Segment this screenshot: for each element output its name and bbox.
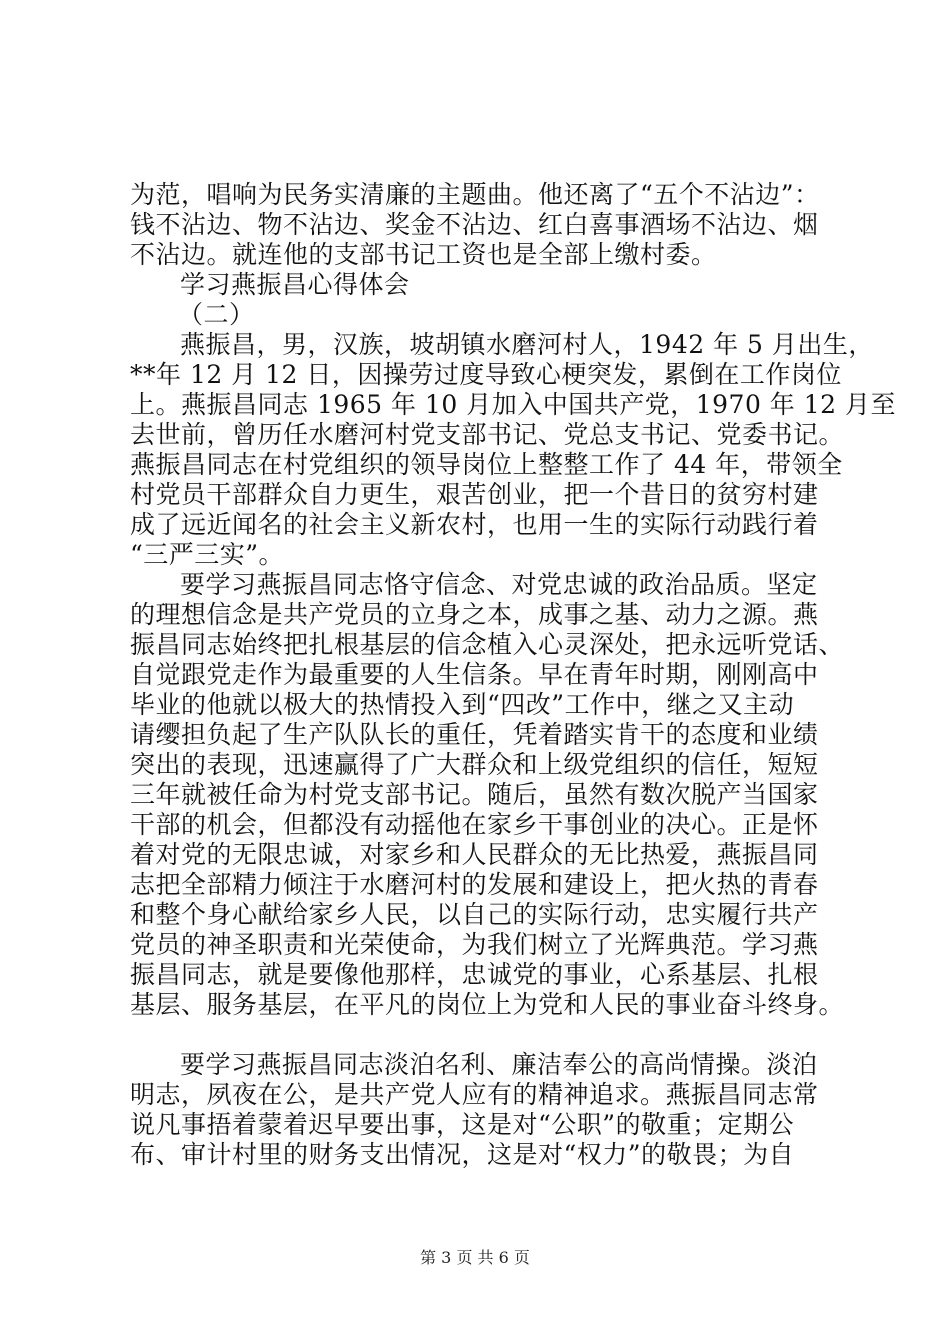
text-line: 布、审计村里的财务支出情况，这是对“权力”的敬畏；为自 <box>130 1140 795 1169</box>
text-line: 燕振昌同志在村党组织的领导岗位上整整工作了 44 年，带领全 <box>130 450 843 479</box>
text-line: 明志，夙夜在公，是共产党人应有的精神追求。燕振昌同志常 <box>130 1080 819 1109</box>
document-body <box>130 180 896 1170</box>
text-line: 上。燕振昌同志 1965 年 10 月加入中国共产党，1970 年 12 月至 <box>130 390 896 419</box>
text-line: 自觉跟党走作为最重要的人生信条。早在青年时期，刚刚高中 <box>130 660 819 689</box>
text-line: “三严三实”。 <box>130 540 285 569</box>
paragraph-start-line: 要学习燕振昌同志恪守信念、对党忠诚的政治品质。坚定 <box>180 570 818 599</box>
page-number-footer: 第 3 页 共 6 页 <box>420 1248 530 1267</box>
paragraph-start-line: 要学习燕振昌同志淡泊名利、廉洁奉公的高尚情操。淡泊 <box>180 1050 818 1079</box>
blank-line <box>130 1020 850 1050</box>
text-line: 钱不沾边、物不沾边、奖金不沾边、红白喜事酒场不沾边、烟 <box>130 210 819 239</box>
text-line: 振昌同志，就是要像他那样，忠诚党的事业，心系基层、扎根 <box>130 960 819 989</box>
text-line: 干部的机会，但都没有动摇他在家乡干事创业的决心。正是怀 <box>130 810 819 839</box>
text-line: 党员的神圣职责和光荣使命，为我们树立了光辉典范。学习燕 <box>130 930 819 959</box>
text-line: 成了远近闻名的社会主义新农村，也用一生的实际行动践行着 <box>130 510 819 539</box>
text-line: 的理想信念是共产党员的立身之本，成事之基、动力之源。燕 <box>130 600 819 629</box>
text-line: 突出的表现，迅速赢得了广大群众和上级党组织的信任，短短 <box>130 750 819 779</box>
text-line: 村党员干部群众自力更生，艰苦创业，把一个昔日的贫穷村建 <box>130 480 819 509</box>
text-line: 和整个身心献给家乡人民，以自己的实际行动，忠实履行共产 <box>130 900 819 929</box>
text-line: 毕业的他就以极大的热情投入到“四改”工作中，继之又主动 <box>130 690 795 719</box>
text-line: 振昌同志始终把扎根基层的信念植入心灵深处，把永远听党话、 <box>130 630 845 659</box>
paragraph-start-line: 燕振昌，男，汉族，坡胡镇水磨河村人，1942 年 5 月出生， <box>180 330 874 359</box>
section-subheading: （二） <box>178 300 255 329</box>
text-line: 着对党的无限忠诚，对家乡和人民群众的无比热爱，燕振昌同 <box>130 840 819 869</box>
text-line: 三年就被任命为村党支部书记。随后，虽然有数次脱产当国家 <box>130 780 819 809</box>
text-line: 去世前，曾历任水磨河村党支部书记、党总支书记、党委书记。 <box>130 420 845 449</box>
text-line: 说凡事捂着蒙着迟早要出事，这是对“公职”的敬重；定期公 <box>130 1110 795 1139</box>
text-line: 不沾边。就连他的支部书记工资也是全部上缴村委。 <box>130 240 717 269</box>
text-line: 为范，唱响为民务实清廉的主题曲。他还离了“五个不沾边”： <box>130 180 820 209</box>
text-line: 志把全部精力倾注于水磨河村的发展和建设上，把火热的青春 <box>130 870 819 899</box>
text-line: 请缨担负起了生产队队长的重任，凭着踏实肯干的态度和业绩 <box>130 720 819 749</box>
section-heading: 学习燕振昌心得体会 <box>180 270 410 299</box>
text-line: 基层、服务基层，在平凡的岗位上为党和人民的事业奋斗终身。 <box>130 990 845 1019</box>
text-line: **年 12 月 12 日，因操劳过度导致心梗突发，累倒在工作岗位 <box>130 360 842 389</box>
